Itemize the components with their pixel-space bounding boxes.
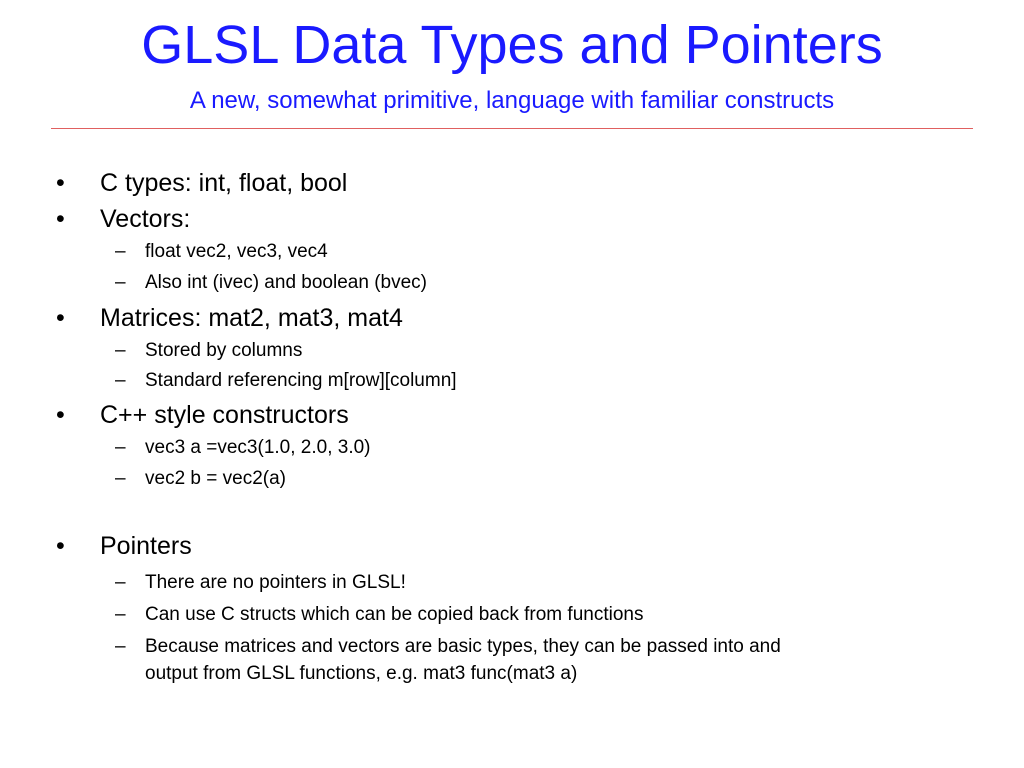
bullet-text: C++ style constructors bbox=[100, 401, 349, 429]
sub-bullet-marker: – bbox=[115, 636, 126, 657]
sub-bullet-marker: – bbox=[115, 572, 126, 593]
sub-bullet-text: Also int (ivec) and boolean (bvec) bbox=[145, 272, 427, 293]
sub-bullet-text: vec3 a =vec3(1.0, 2.0, 3.0) bbox=[145, 437, 371, 458]
sub-bullet-text: Because matrices and vectors are basic types, they can be passed into and bbox=[145, 636, 781, 657]
sub-bullet-marker: – bbox=[115, 437, 126, 458]
bullet-marker: • bbox=[56, 532, 65, 560]
bullet-marker: • bbox=[56, 401, 65, 429]
bullet-text: Matrices: mat2, mat3, mat4 bbox=[100, 304, 403, 332]
bullet-text: Vectors: bbox=[100, 205, 191, 233]
sub-bullet-marker: – bbox=[115, 241, 126, 262]
sub-bullet-marker: – bbox=[115, 468, 126, 489]
sub-bullet-marker: – bbox=[115, 340, 126, 361]
sub-bullet-text: float vec2, vec3, vec4 bbox=[145, 241, 328, 262]
slide-subtitle: A new, somewhat primitive, language with familiar constructs bbox=[189, 87, 835, 114]
sub-bullet-marker: – bbox=[115, 272, 126, 293]
sub-bullet-text: Standard referencing m[row][column] bbox=[145, 370, 457, 391]
sub-bullet-text: There are no pointers in GLSL! bbox=[145, 572, 406, 593]
sub-bullet-text: output from GLSL functions, e.g. mat3 func(mat3 a) bbox=[145, 663, 578, 684]
bullet-marker: • bbox=[56, 205, 65, 233]
bullet-marker: • bbox=[56, 304, 65, 332]
bullet-text: C types: int, float, bool bbox=[100, 169, 348, 197]
sub-bullet-marker: – bbox=[115, 604, 126, 625]
sub-bullet-text: Stored by columns bbox=[145, 340, 303, 361]
sub-bullet-text: Can use C structs which can be copied back from functions bbox=[145, 604, 644, 625]
bullet-marker: • bbox=[56, 169, 65, 197]
sub-bullet-marker: – bbox=[115, 370, 126, 391]
slide-title: GLSL Data Types and Pointers bbox=[141, 15, 883, 75]
bullet-text: Pointers bbox=[100, 532, 192, 560]
sub-bullet-text: vec2 b = vec2(a) bbox=[145, 468, 286, 489]
